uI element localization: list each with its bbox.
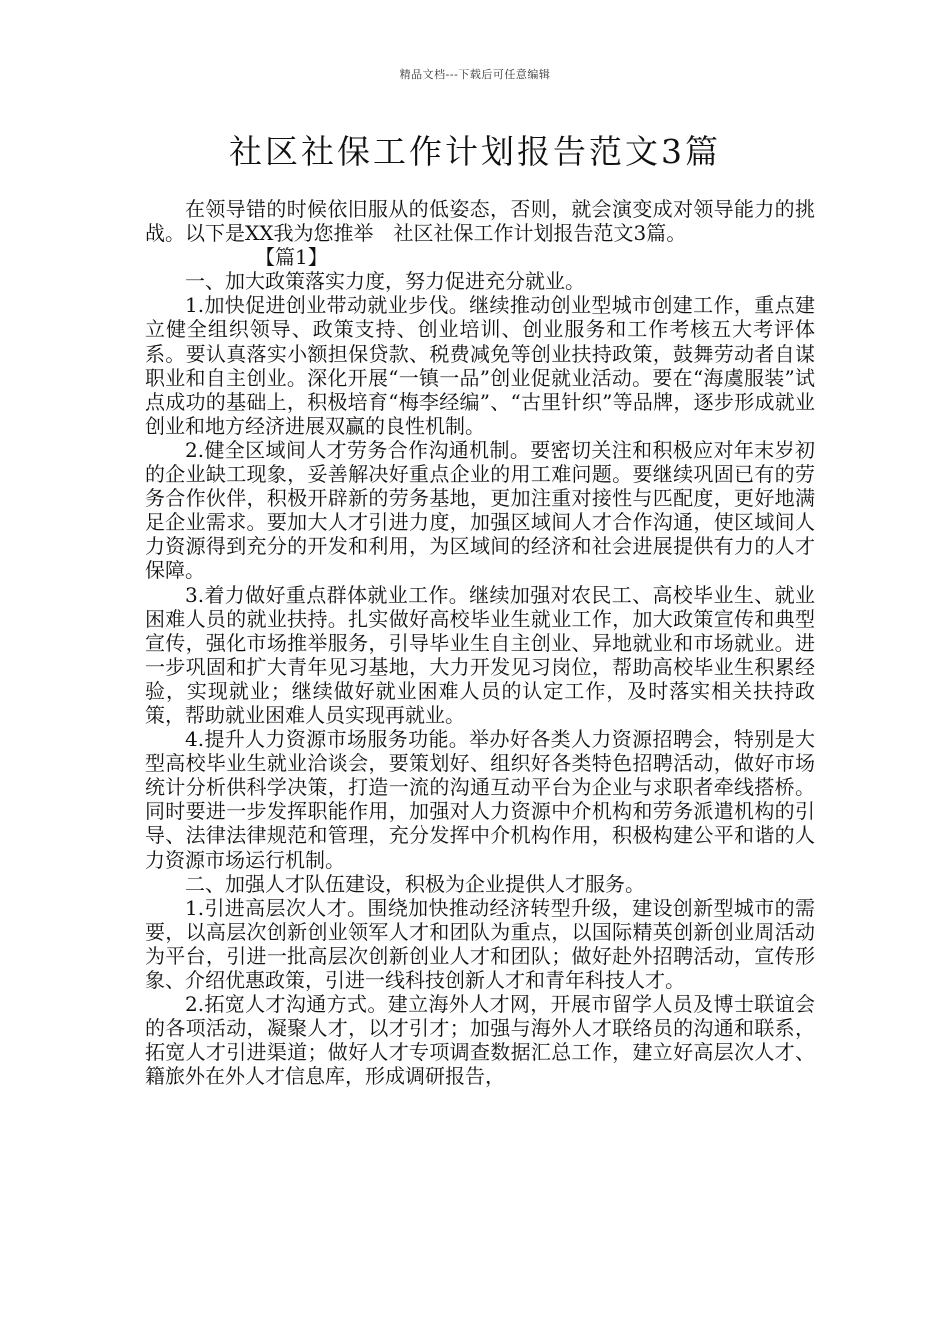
body-paragraph: 4.提升人力资源市场服务功能。举办好各类人力资源招聘会，特别是大型高校毕业生就业洽谈会，要策划好、组织好各类特色招聘活动，做好市场统计分析供科学决策，打造一流的沟通互动平台为企业与求职者牵线搭桥。同时要进一步发挥职能作用，加强对人力资源中介机构和劳务派遣机构的引导、法律法律规范和管理，充分发挥中介机构作用，积极构建公平和谐的人力资源市场运行机制。 (145, 727, 815, 872)
section-label: 【篇1】 (255, 245, 328, 270)
body-paragraph: 3.着力做好重点群体就业工作。继续加强对农民工、高校毕业生、就业困难人员的就业扶持。扎实做好高校毕业生就业工作，加大政策宣传和典型宣传，强化市场推举服务，引导毕业生自主创业、异地就业和市场就业。进一步巩固和扩大青年见习基地，大力开发见习岗位，帮助高校毕业生积累经验，实现就业；继续做好就业困难人员的认定工作，及时落实相关扶持政策，帮助就业困难人员实现再就业。 (145, 582, 815, 727)
body-paragraph: 2.拓宽人才沟通方式。建立海外人才网，开展市留学人员及博士联谊会的各项活动，凝聚人才，以才引才；加强与海外人才联络员的沟通和联系，拓宽人才引进渠道；做好人才专项调查数据汇总工作，建立好高层次人才、籍旅外在外人才信息库，形成调研报告， (145, 992, 815, 1089)
body-paragraph: 2.健全区域间人才劳务合作沟通机制。要密切关注和积极应对年末岁初的企业缺工现象，妥善解决好重点企业的用工难问题。要继续巩固已有的劳务合作伙伴，积极开辟新的劳务基地，更加注重对接性与匹配度，更好地满足企业需求。要加大人才引进力度，加强区域间人才合作沟通，使区域间人力资源得到充分的开发和利用，为区域间的经济和社会进展提供有力的人才保障。 (145, 437, 815, 583)
intro-paragraph: 在领导错的时候依旧服从的低姿态，否则，就会演变成对领导能力的挑战。以下是XX我为您推举 社区社保工作计划报告范文3篇。 (145, 197, 815, 246)
heading-paragraph: 二、加强人才队伍建设，积极为企业提供人才服务。 (185, 871, 645, 896)
body-paragraph: 1.加快促进创业带动就业步伐。继续推动创业型城市创建工作，重点建立健全组织领导、政策支持、创业培训、创业服务和工作考核五大考评体系。要认真落实小额担保贷款、税费减免等创业扶持政策，鼓舞劳动者自谋职业和自主创业。深化开展“一镇一品”创业促就业活动。要在“海虞服装”试点成功的基础上，积极培育“梅李经编”、“古里针织”等品牌，逐步形成就业创业和地方经济进展双赢的良性机制。 (145, 293, 815, 438)
heading-paragraph: 一、加大政策落实力度，努力促进充分就业。 (185, 269, 585, 294)
body-paragraph: 1.引进高层次人才。围绕加快推动经济转型升级，建设创新型城市的需要，以高层次创新创业领军人才和团队为重点，以国际精英创新创业周活动为平台，引进一批高层次创新创业人才和团队；做好赴外招聘活动，宣传形象、介绍优惠政策，引进一线科技创新人才和青年科技人才。 (145, 895, 815, 992)
header-note: 精品文档---下载后可任意编辑 (399, 68, 551, 81)
document-title: 社区社保工作计划报告范文3篇 (229, 132, 721, 171)
document-body (145, 197, 815, 1088)
